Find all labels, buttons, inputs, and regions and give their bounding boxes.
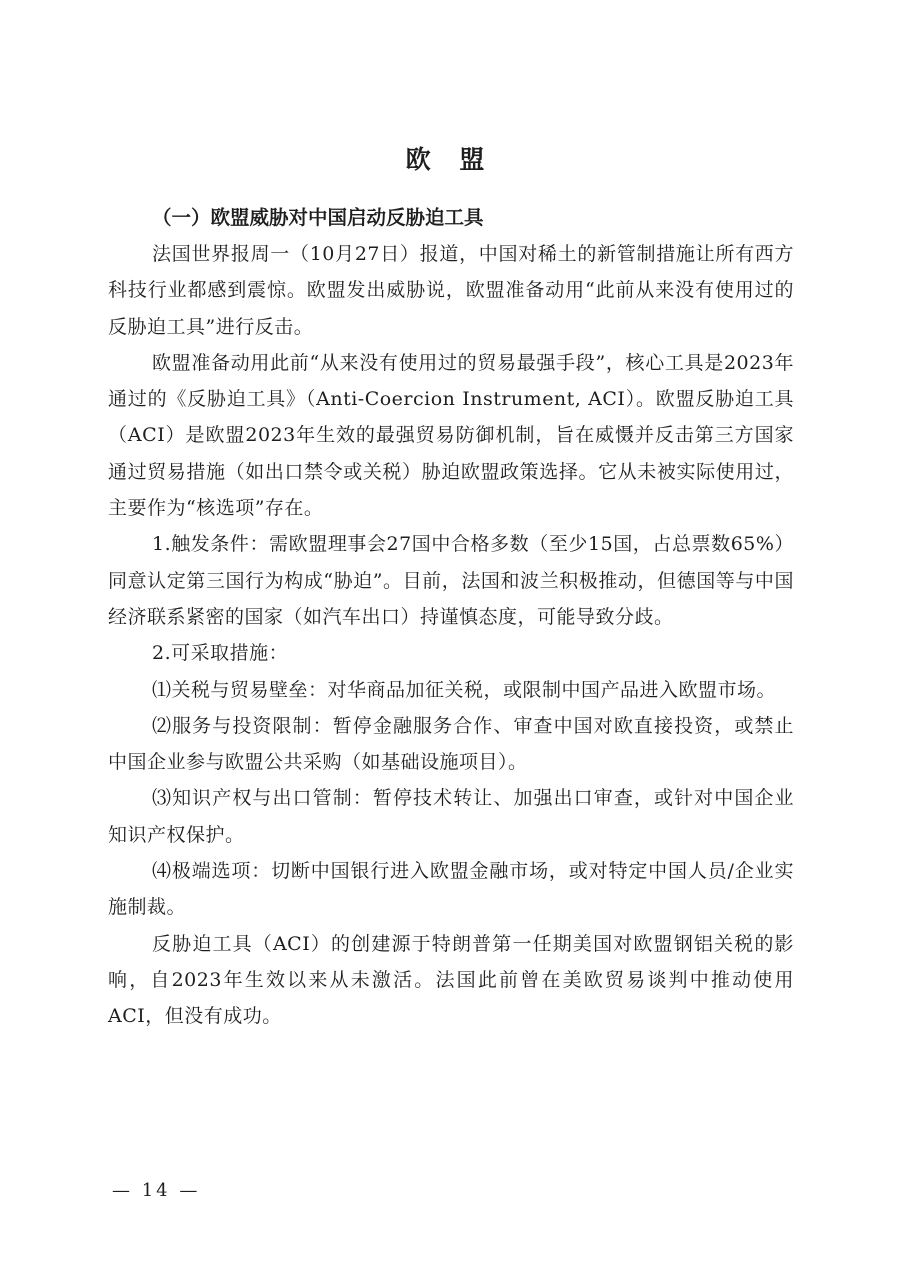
page-title: 欧 盟	[405, 145, 495, 174]
paragraph-trigger-conditions: 1.触发条件：需欧盟理事会27国中合格多数（至少15国，占总票数65%）同意认定第三国行为构成“胁迫”。目前，法国和波兰积极推动，但德国等与中国经济联系紧密的国家（如汽车出口）持谨慎态度，可能导致分歧。	[108, 533, 794, 628]
paragraph-measure-extreme: ⑷极端选项：切断中国银行进入欧盟金融市场，或对特定中国人员/企业实施制裁。	[108, 860, 794, 919]
section-heading: （一）欧盟威胁对中国启动反胁迫工具	[152, 206, 484, 229]
paragraph-aci-overview: 欧盟准备动用此前“从来没有使用过的贸易最强手段”，核心工具是2023年通过的《反胁迫工具》（Anti-Coercion Instrument, ACI）。欧盟反胁迫工具（ACI）是欧盟2023年生效的最强贸易防御机制，旨在威慑并反击第三方国家通过贸易措施（如出口禁令或关税）胁迫欧盟政策选择。它从未被实际使用过，主要作为“核选项”存在。	[108, 351, 794, 520]
paragraph-measure-tariffs: ⑴关税与贸易壁垒：对华商品加征关税，或限制中国产品进入欧盟市场。	[152, 678, 777, 701]
paragraph-measures-heading: 2.可采取措施：	[152, 642, 289, 665]
paragraph-measure-services: ⑵服务与投资限制：暂停金融服务合作、审查中国对欧直接投资，或禁止中国企业参与欧盟公共采购（如基础设施项目）。	[108, 714, 794, 774]
page-number: — 14 —	[112, 1180, 201, 1201]
paragraph-aci-origin: 反胁迫工具（ACI）的创建源于特朗普第一任期美国对欧盟钢铝关税的影响，自2023年生效以来从未激活。法国此前曾在美欧贸易谈判中推动使用ACI，但没有成功。	[108, 932, 794, 1028]
paragraph-measure-ip: ⑶知识产权与出口管制：暂停技术转让、加强出口审查，或针对中国企业知识产权保护。	[108, 787, 794, 846]
document-body	[108, 200, 794, 1035]
paragraph-report: 法国世界报周一（10月27日）报道，中国对稀土的新管制措施让所有西方科技行业都感到震惊。欧盟发出威胁说，欧盟准备动用“此前从来没有使用过的反胁迫工具”进行反击。	[108, 243, 794, 338]
